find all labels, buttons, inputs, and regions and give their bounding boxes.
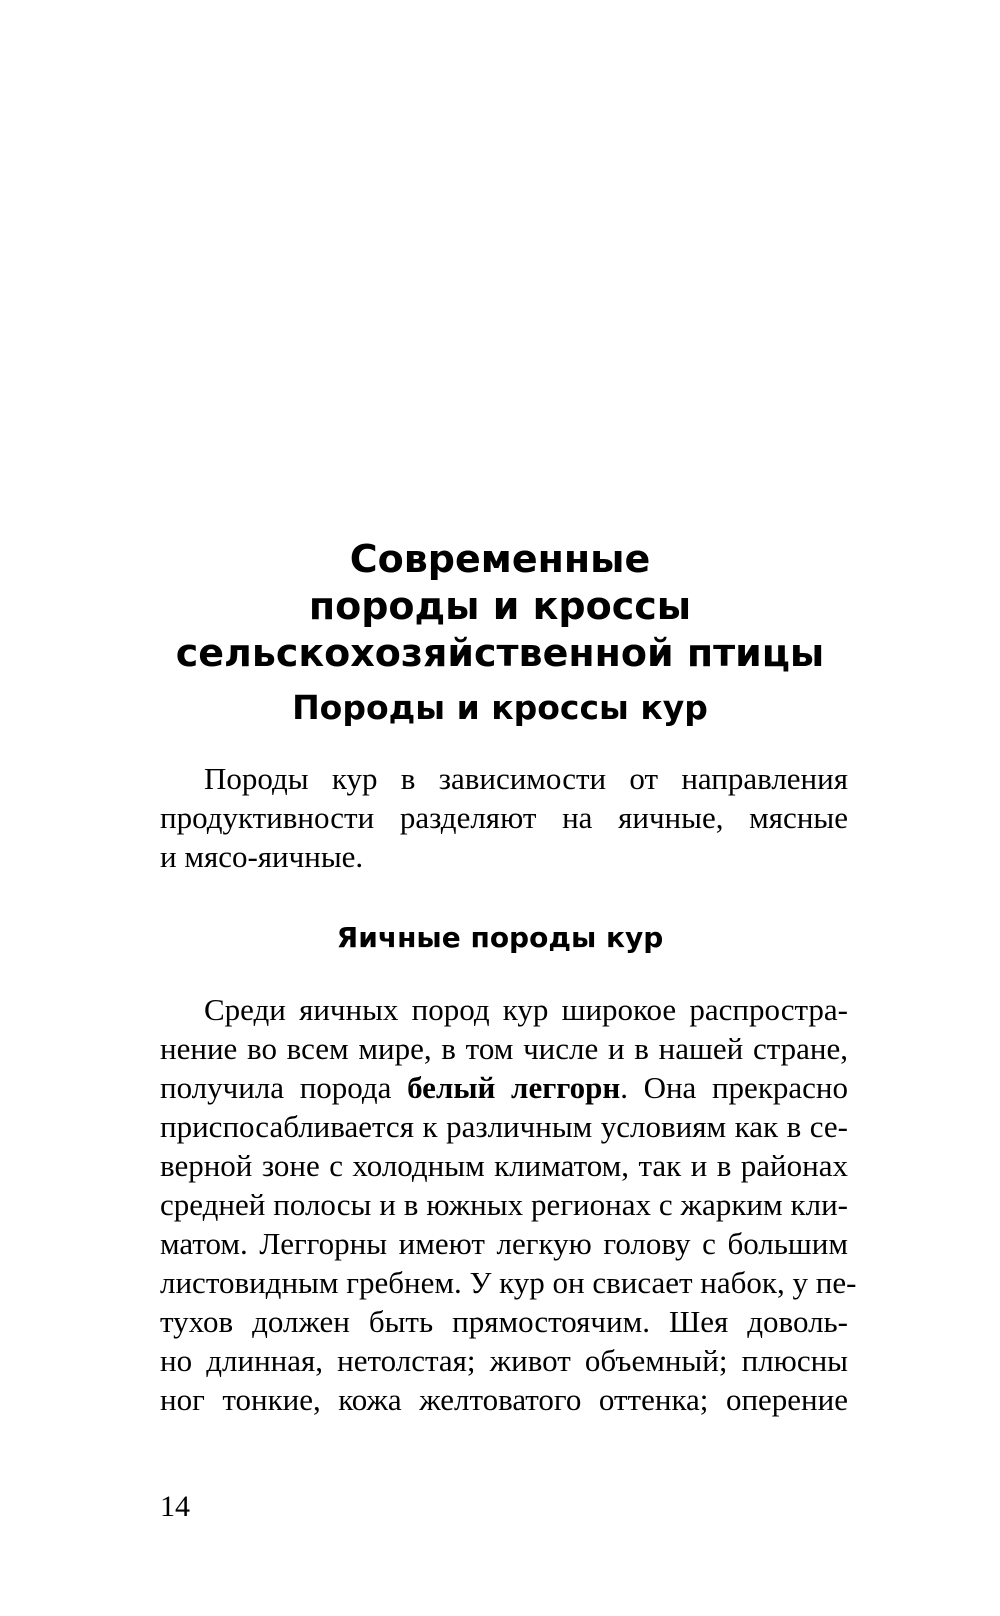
breed-name-bold: белый леггорн — [407, 1070, 621, 1105]
paragraph-line: нение во всем мире, в том числе и в нашей стране, — [160, 1031, 848, 1066]
paragraph-line: Породы кур в зависимости от направления — [204, 761, 848, 796]
text-run: получила порода — [160, 1070, 408, 1105]
paragraph-line: Среди яичных пород кур широкое распростра- — [204, 992, 848, 1027]
paragraph-line: матом. Леггорны имеют легкую голову с большим — [160, 1226, 848, 1261]
intro-paragraph — [160, 759, 848, 876]
text-run: . Она прекрасно — [620, 1070, 848, 1105]
paragraph-line: продуктивности разделяют на яичные, мясные — [160, 800, 848, 835]
subsection-title: Яичные породы кур — [336, 921, 664, 954]
paragraph-line: но длинная, нетолстая; живот объемный; плюсны — [160, 1343, 848, 1378]
section-title: Породы и кроссы кур — [292, 688, 708, 727]
paragraph-line: ног тонкие, кожа желтоватого оттенка; оперение — [160, 1382, 848, 1417]
paragraph-line: тухов должен быть прямостоячим. Шея доволь- — [160, 1304, 848, 1339]
paragraph-line: приспосабливается к различным условиям как в се- — [160, 1109, 848, 1144]
paragraph-line — [160, 1068, 848, 1107]
paragraph-line: верной зоне с холодным климатом, так и в районах — [160, 1148, 848, 1183]
chapter-title-line: сельскохозяйственной птицы — [175, 631, 825, 675]
paragraph-line: и мясо-яичные. — [160, 839, 364, 874]
paragraph-line: листовидным гребнем. У кур он свисает набок, у пе- — [160, 1265, 857, 1300]
page-number: 14 — [160, 1490, 190, 1523]
chapter-title-line: породы и кроссы — [308, 584, 692, 628]
body-paragraph — [160, 990, 857, 1419]
paragraph-line: средней полосы и в южных регионах с жарким кли- — [160, 1187, 848, 1222]
chapter-title — [0, 536, 1000, 677]
chapter-title-line: Современные — [349, 537, 651, 581]
